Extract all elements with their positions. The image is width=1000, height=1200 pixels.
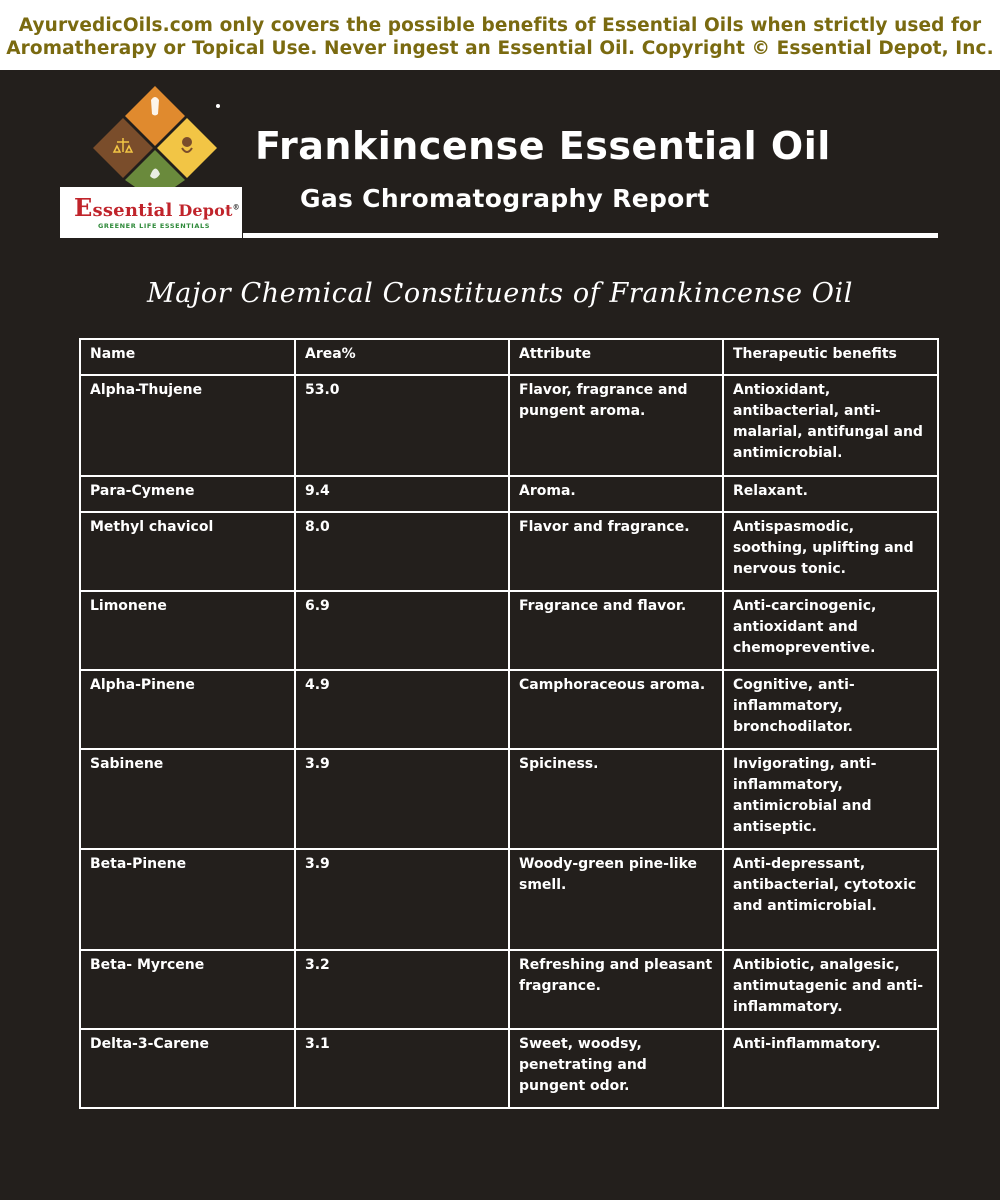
cell-attribute: Sweet, woodsy, penetrating and pungent odor. xyxy=(509,1029,723,1108)
cell-name: Sabinene xyxy=(80,749,295,849)
disclaimer-banner xyxy=(0,0,1000,70)
table-row xyxy=(80,375,938,476)
cell-benefits: Anti-depressant, antibacterial, cytotoxic and antimicrobial. xyxy=(723,849,938,950)
table-row xyxy=(80,670,938,749)
table-row xyxy=(80,1029,938,1108)
table-row xyxy=(80,950,938,1029)
eco-diamonds-icon xyxy=(90,86,220,196)
page-title: Frankincense Essential Oil xyxy=(255,124,831,168)
cell-name: Limonene xyxy=(80,591,295,670)
column-header-name: Name xyxy=(80,339,295,375)
column-header-area: Area% xyxy=(295,339,509,375)
cell-attribute: Refreshing and pleasant fragrance. xyxy=(509,950,723,1029)
cell-area: 3.2 xyxy=(295,950,509,1029)
table-row xyxy=(80,476,938,512)
cell-area: 6.9 xyxy=(295,591,509,670)
cell-area: 9.4 xyxy=(295,476,509,512)
disclaimer-line-1: AyurvedicOils.com only covers the possible benefits of Essential Oils when strictly used for xyxy=(18,15,982,36)
cell-benefits: Relaxant. xyxy=(723,476,938,512)
cell-name: Beta-Pinene xyxy=(80,849,295,950)
table-row xyxy=(80,749,938,849)
cell-benefits: Antibiotic, analgesic, antimutagenic and anti-inflammatory. xyxy=(723,950,938,1029)
cell-name: Methyl chavicol xyxy=(80,512,295,591)
cell-attribute: Aroma. xyxy=(509,476,723,512)
cell-name: Alpha-Thujene xyxy=(80,375,295,476)
brand-box xyxy=(60,187,242,238)
cell-benefits: Invigorating, anti-inflammatory, antimicrobial and antiseptic. xyxy=(723,749,938,849)
table-header-row xyxy=(80,339,938,375)
essential-depot-logo xyxy=(60,86,242,238)
cell-name: Delta-3-Carene xyxy=(80,1029,295,1108)
cell-benefits: Antispasmodic, soothing, uplifting and nervous tonic. xyxy=(723,512,938,591)
cell-name: Para-Cymene xyxy=(80,476,295,512)
cell-attribute: Camphoraceous aroma. xyxy=(509,670,723,749)
cell-area: 4.9 xyxy=(295,670,509,749)
table-row xyxy=(80,512,938,591)
cell-attribute: Flavor and fragrance. xyxy=(509,512,723,591)
cell-attribute: Woody-green pine-like smell. xyxy=(509,849,723,950)
cell-benefits: Anti-carcinogenic, antioxidant and chemopreventive. xyxy=(723,591,938,670)
table-row xyxy=(80,849,938,950)
cell-benefits: Antioxidant, antibacterial, anti-malarial, antifungal and antimicrobial. xyxy=(723,375,938,476)
page-subtitle: Gas Chromatography Report xyxy=(300,184,710,213)
column-header-attribute: Attribute xyxy=(509,339,723,375)
cell-attribute: Spiciness. xyxy=(509,749,723,849)
cell-attribute: Flavor, fragrance and pungent aroma. xyxy=(509,375,723,476)
cell-area: 3.1 xyxy=(295,1029,509,1108)
brand-tagline: GREENER LIFE ESSENTIALS xyxy=(98,222,210,230)
cell-benefits: Cognitive, anti-inflammatory, bronchodilator. xyxy=(723,670,938,749)
header-divider xyxy=(243,233,938,238)
section-heading: Major Chemical Constituents of Frankincense Oil xyxy=(147,278,853,309)
table-row xyxy=(80,591,938,670)
cell-attribute: Fragrance and flavor. xyxy=(509,591,723,670)
disclaimer-line-2: Aromatherapy or Topical Use. Never ingest an Essential Oil. Copyright © Essential Depot, Inc. xyxy=(6,38,994,59)
cell-benefits: Anti-inflammatory. xyxy=(723,1029,938,1108)
brand-name: Essential Depot® xyxy=(74,193,240,222)
cell-area: 53.0 xyxy=(295,375,509,476)
cell-area: 8.0 xyxy=(295,512,509,591)
cell-name: Beta- Myrcene xyxy=(80,950,295,1029)
cell-area: 3.9 xyxy=(295,849,509,950)
cell-name: Alpha-Pinene xyxy=(80,670,295,749)
cell-area: 3.9 xyxy=(295,749,509,849)
constituents-table xyxy=(79,338,939,1109)
column-header-benefits: Therapeutic benefits xyxy=(723,339,938,375)
